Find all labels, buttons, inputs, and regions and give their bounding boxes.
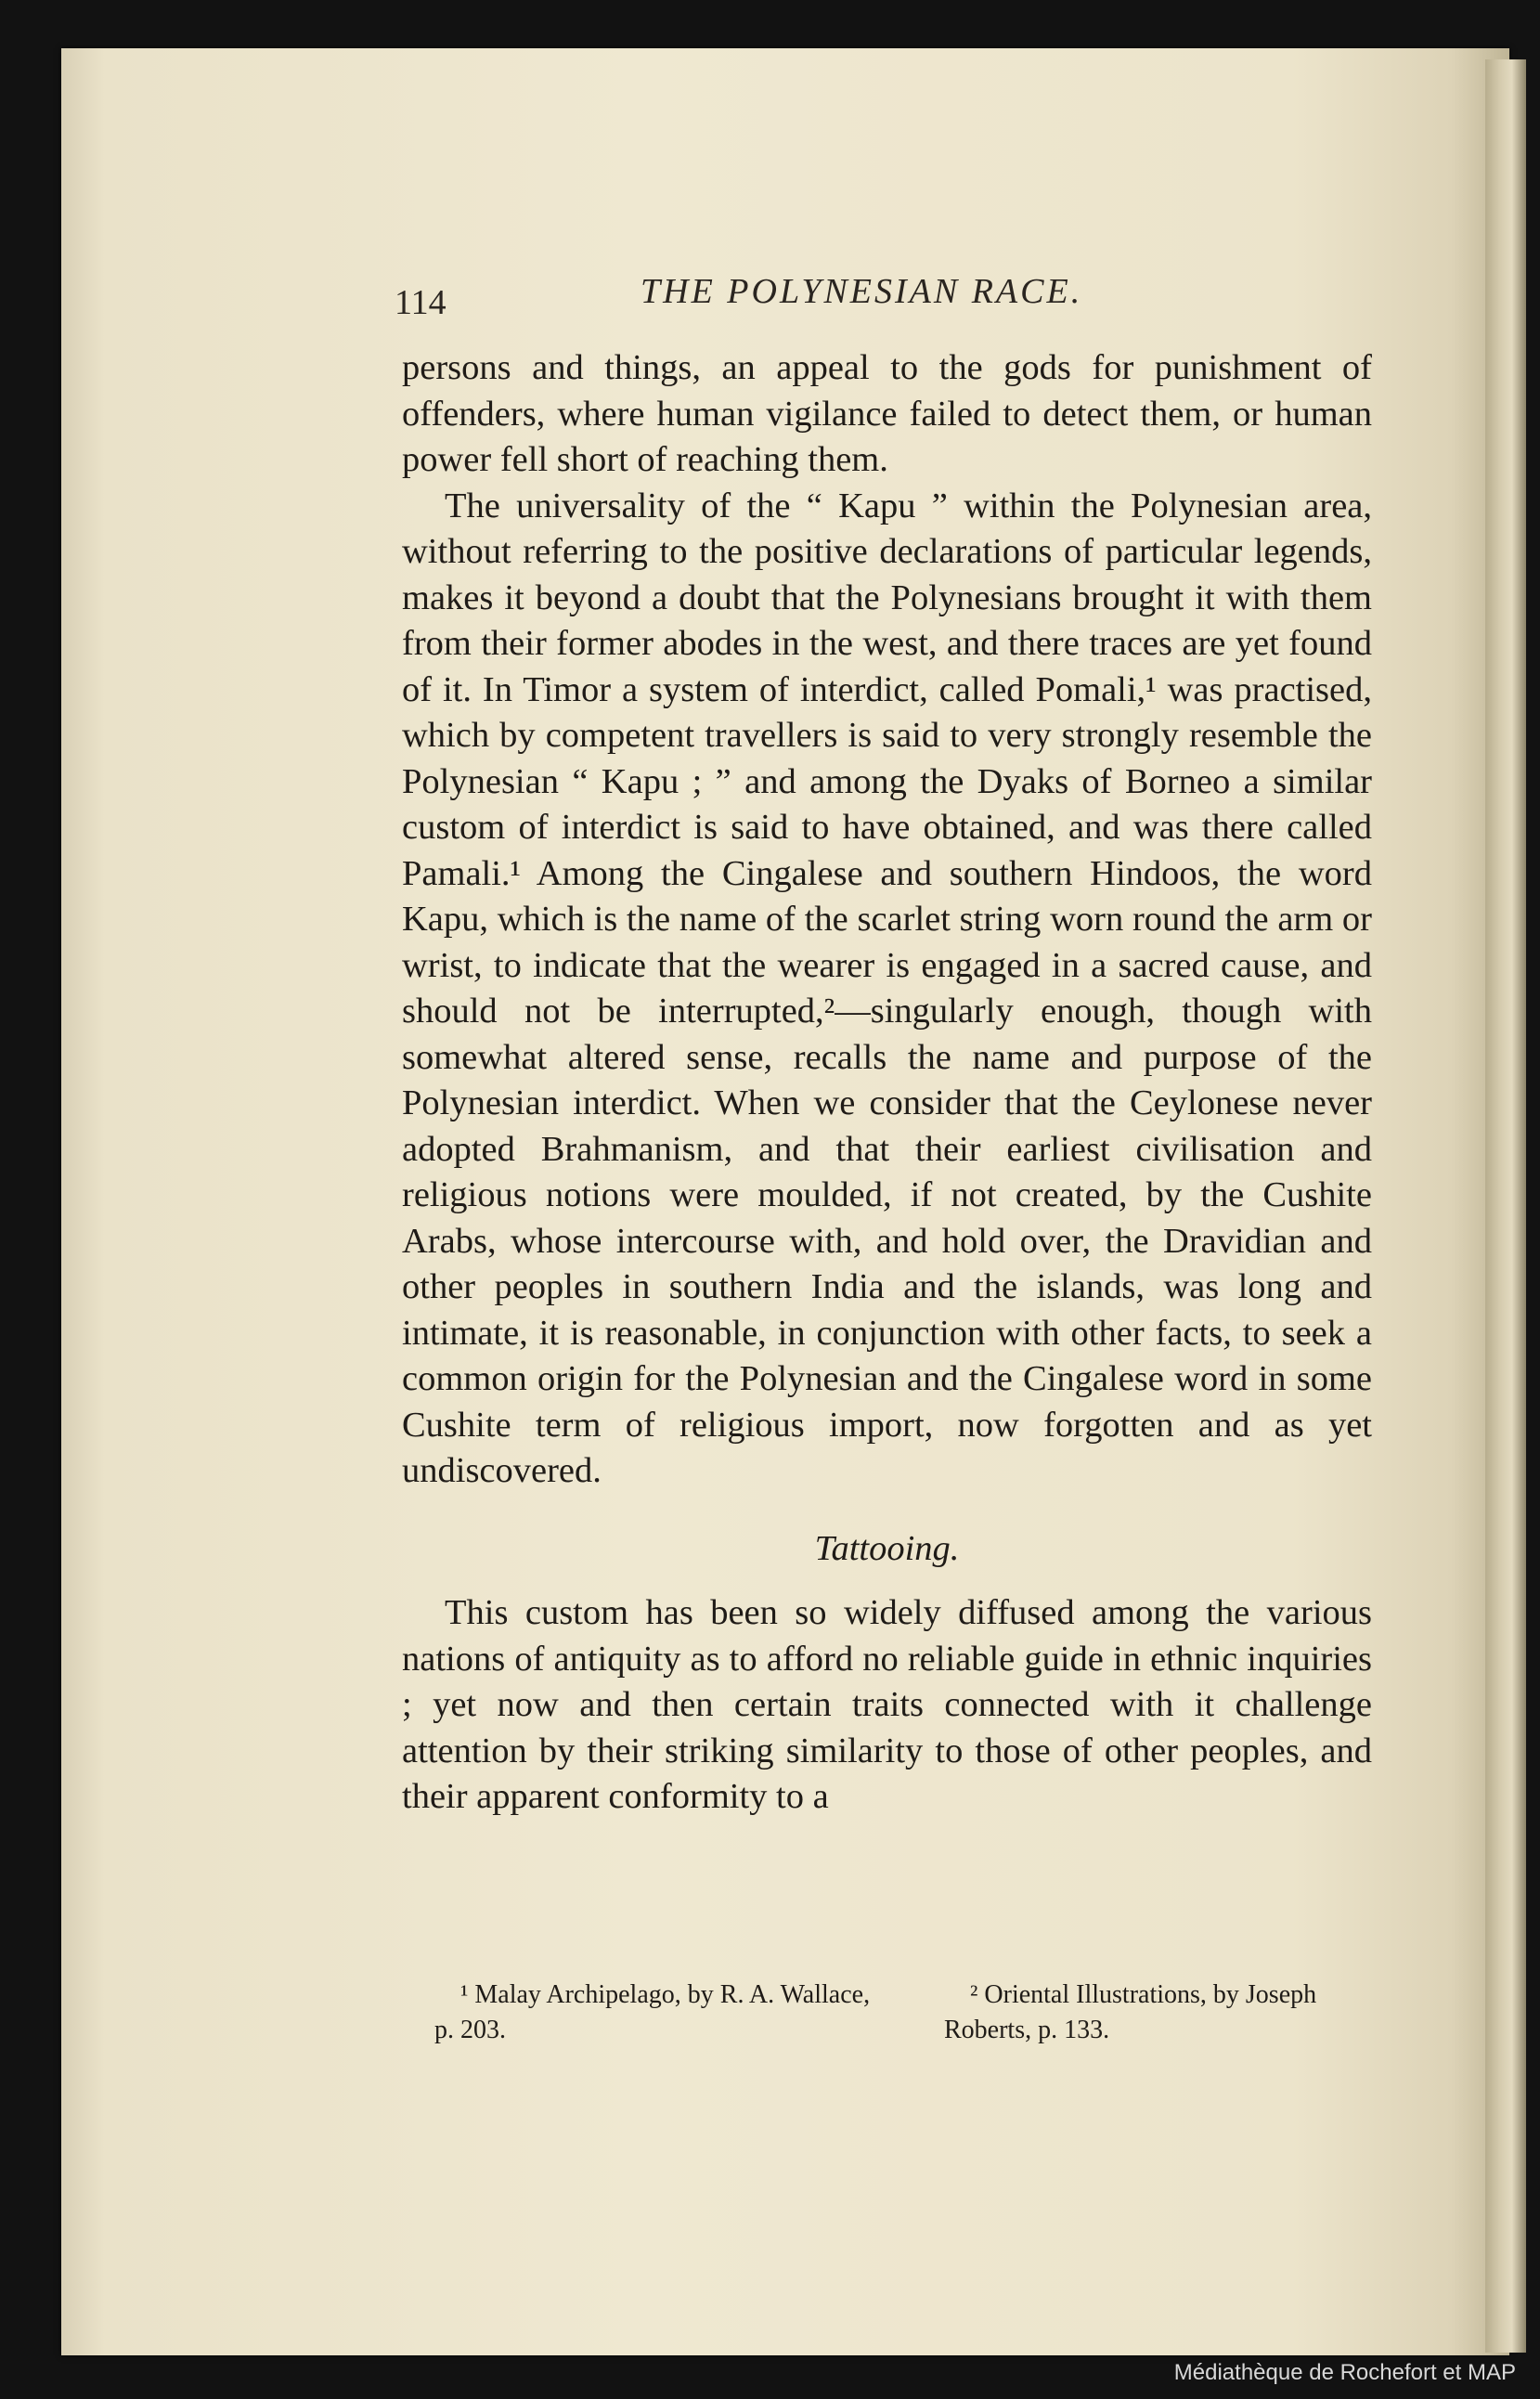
paragraph-tattooing: This custom has been so widely diffused among the various nations of antiquity as to afford no reliable guide in ethnic inquiries ; yet now and then certain traits connected with it challenge attention by their striking similarity to those of other peoples, and their apparent conformity to a [402,1593,1372,1816]
running-title: THE POLYNESIAN RACE. [641,272,1083,311]
page-number: 114 [395,283,446,322]
footnote-1: ¹ Malay Archipelago, by R. A. Wallace, p. 203. [434,1980,871,2044]
section-heading: Tattooing. [814,1528,960,1568]
library-watermark: Médiathèque de Rochefort et MAP [1173,2360,1516,2385]
body-text [402,345,1372,1821]
paragraph-kapu: The universality of the “ Kapu ” within the Polynesian area, without referring to the positive declarations of particular legends, makes it beyond a doubt that the Polynesians brought it with them from their former abodes in the west, and there traces are yet found of it. In Timor a system of interdict, called Pomali,¹ was practised, which by competent travellers is said to very strongly resemble the Polynesian “ Kapu ; ” and among the Dyaks of Borneo a similar custom of interdict is said to have obtained, and was there called Pamali.¹ Among the Cingalese and southern Hindoos, the word Kapu, which is the name of the scarlet string worn round the arm or wrist, to indicate that the wearer is engaged in a sacred cause, and should not be interrupted,²—singularly enough, though with somewhat altered sense, recalls the name and purpose of the Polynesian interdict. When we consider that the Ceylonese never adopted Brahmanism, and that their earliest civilisation and religious notions were moulded, if not created, by the Cushite Arabs, whose intercourse with, and hold over, the Dravidian and other peoples in southern India and the islands, was long and intimate, it is reasonable, in conjunction with other facts, to seek a common origin for the Polynesian and the Cingalese word in some Cushite term of religious import, now forgotten and as yet undiscovered. [402,486,1372,1490]
page-spine-edge [1485,59,1526,2353]
footnotes [434,1978,1400,2048]
footnote-2: ² Oriental Illustrations, by Joseph Roberts, p. 133. [944,1980,1317,2044]
running-head [395,271,1397,327]
paragraph-continuation: persons and things, an appeal to the gods for punishment of offenders, where human vigilance failed to detect them, or human power fell short of reaching them. [402,348,1372,479]
